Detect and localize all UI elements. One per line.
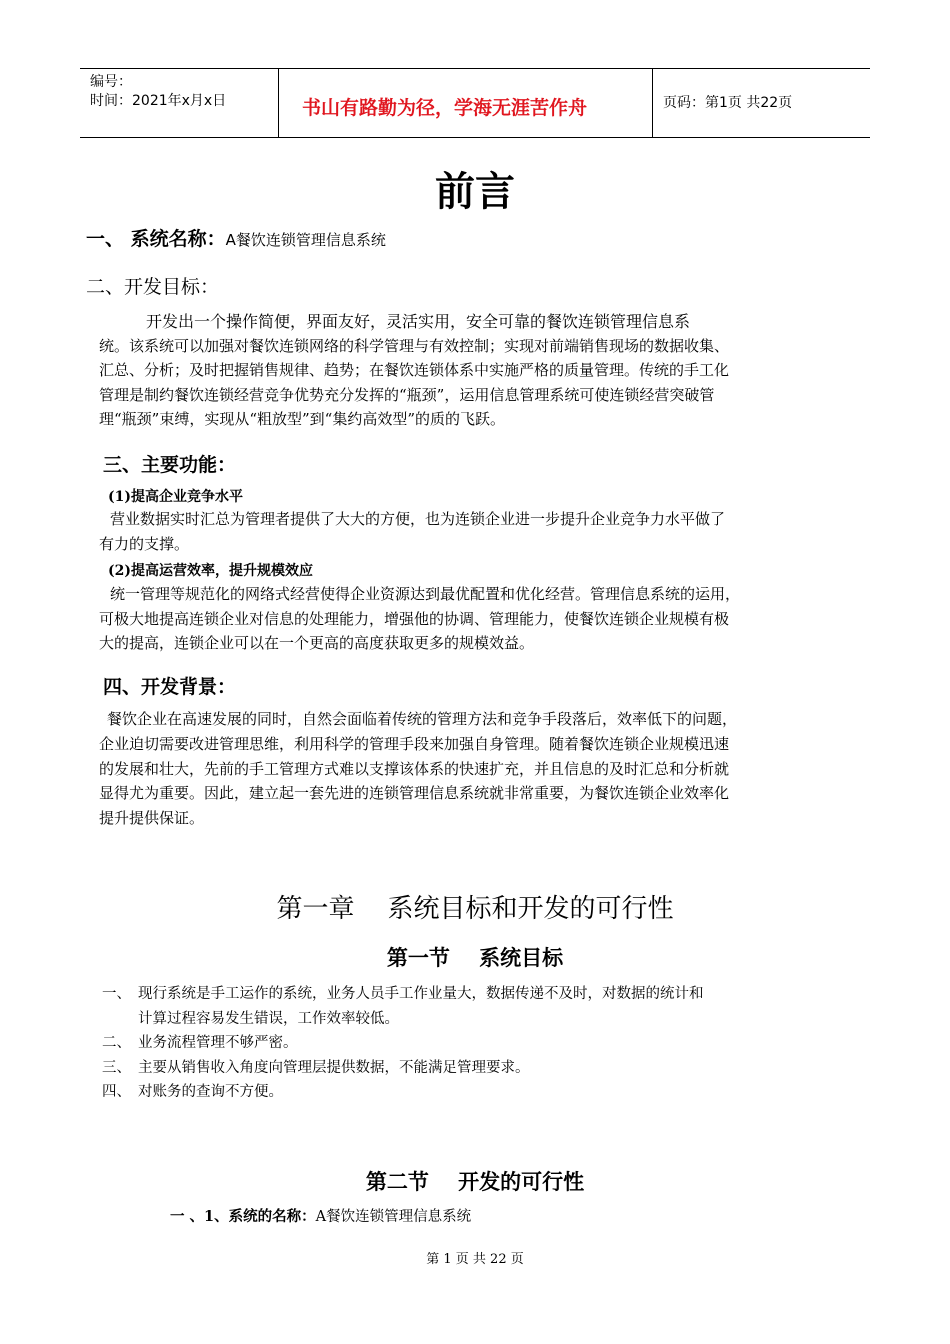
list-text: 现行系统是手工运作的系统，业务人员手工作业量大，数据传递不及时，对数据的统计和 <box>138 986 704 1002</box>
list-item <box>102 1031 298 1056</box>
list-item-continuation: 计算过程容易发生错误，工作效率较低。 <box>138 1011 399 1027</box>
feasibility-item <box>170 1205 471 1230</box>
paragraph-line: 企业迫切需要改进管理思维，利用科学的管理手段来加强自身管理。随着餐饮连锁企业规模迅速 <box>99 735 730 753</box>
paragraph-line: 大的提高，连锁企业可以在一个更高的高度获取更多的规模效益。 <box>99 634 535 652</box>
list-number: 三、 <box>102 1060 131 1076</box>
paragraph-line: 营业数据实时汇总为管理者提供了大大的方便，也为连锁企业进一步提升企业竞争力水平做了 <box>110 510 726 528</box>
paragraph-line: 有力的支撑。 <box>99 535 190 553</box>
list-number: 二、 <box>102 1035 131 1051</box>
section-title: 第一节 系统目标 <box>386 946 564 970</box>
paragraph-line: 汇总、分析；及时把握销售规律、趋势；在餐饮连锁体系中实施严格的质量管理。传统的手工化 <box>99 361 730 379</box>
section-heading: 四、开发背景： <box>103 676 237 698</box>
paragraph-line: 餐饮企业在高速发展的同时，自然会面临着传统的管理方法和竞争手段落后，效率低下的问题， <box>107 710 738 728</box>
section-title: 第二节 开发的可行性 <box>365 1170 585 1194</box>
paragraph-line: 理“瓶颈”束缚，实现从“粗放型”到“集约高效型”的质的飞跃。 <box>99 410 506 428</box>
list-item <box>102 1080 283 1105</box>
subheading: (2)提高运营效率，提升规模效应 <box>108 563 313 579</box>
paragraph-line: 可极大地提高连锁企业对信息的处理能力，增强他的协调、管理能力，使餐饮连锁企业规模有极 <box>99 610 730 628</box>
list-text: 主要从销售收入角度向管理层提供数据，不能满足管理要求。 <box>138 1060 530 1076</box>
number-label: 编号： <box>90 74 132 90</box>
paragraph-line: 开发出一个操作简便，界面友好，灵活实用，安全可靠的餐饮连锁管理信息系 <box>146 312 691 331</box>
section-heading: 三、主要功能： <box>103 454 237 476</box>
document-header <box>80 68 870 138</box>
list-item <box>102 1056 530 1081</box>
paragraph-line: 的发展和壮大，先前的手工管理方式难以支撑该体系的快速扩充，并且信息的及时汇总和分析就 <box>99 760 730 778</box>
list-number: 一、 <box>102 986 131 1002</box>
subheading: (1)提高企业竞争水平 <box>108 489 243 505</box>
paragraph-line: 统。该系统可以加强对餐饮连锁网络的科学管理与有效控制；实现对前端销售现场的数据收集、 <box>99 337 730 355</box>
list-text: 对账务的查询不方便。 <box>138 1084 283 1100</box>
system-name-value: A餐饮连锁管理信息系统 <box>225 231 386 249</box>
section-heading: 二、开发目标： <box>86 276 220 298</box>
paragraph-line: 统一管理等规范化的网络式经营使得企业资源达到最优配置和优化经营。管理信息系统的运用， <box>110 585 741 603</box>
page-code: 页码：第1页 共22页 <box>663 95 793 111</box>
paragraph-line: 管理是制约餐饮连锁经营竞争优势充分发挥的“瓶颈”，运用信息管理系统可使连锁经营突破管 <box>99 386 715 404</box>
paragraph-line: 提升提供保证。 <box>99 809 205 827</box>
page-footer: 第 1 页 共 22 页 <box>426 1252 524 1267</box>
paragraph-line: 显得尤为重要。因此，建立起一套先进的连锁管理信息系统就非常重要，为餐饮连锁企业效率化 <box>99 784 730 802</box>
feasibility-item-label: 一 、1、系统的名称： <box>170 1208 316 1225</box>
section-heading: 一、 系统名称： <box>86 228 226 250</box>
motto: 书山有路勤为径，学海无涯苦作舟 <box>302 97 588 119</box>
list-text: 业务流程管理不够严密。 <box>138 1035 298 1051</box>
list-item <box>102 982 704 1007</box>
header-meta-cell <box>80 69 279 137</box>
section-system-name <box>86 224 386 251</box>
list-number: 四、 <box>102 1084 131 1100</box>
header-page-cell <box>653 69 870 137</box>
chapter-title: 第一章 系统目标和开发的可行性 <box>276 894 674 924</box>
feasibility-item-value: A餐饮连锁管理信息系统 <box>315 1209 472 1225</box>
time-label: 时间：2021年x月x日 <box>90 93 227 109</box>
header-motto-cell <box>279 69 653 137</box>
page-title: 前言 <box>435 169 515 215</box>
